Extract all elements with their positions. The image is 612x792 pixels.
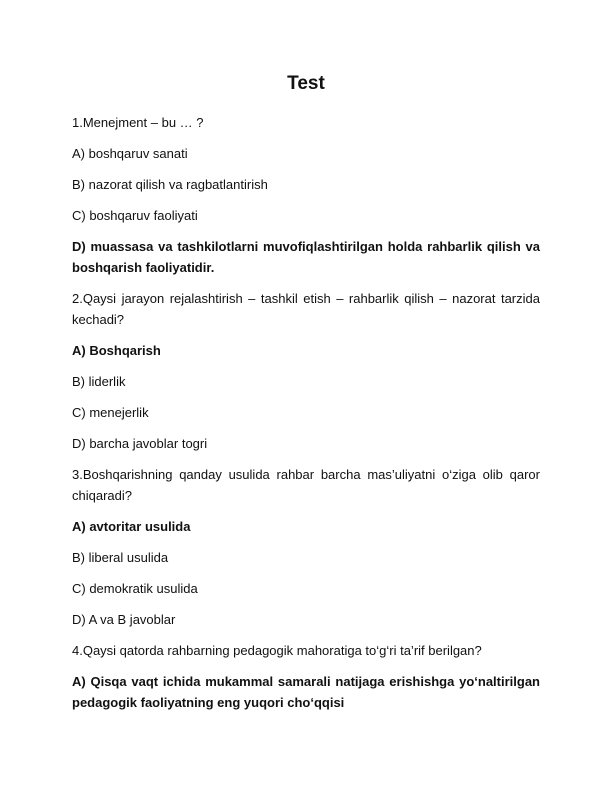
question-3: 3.Boshqarishning qanday usulida rahbar barcha mas’uliyatni o‘ziga olib qaror chiqaradi? (72, 467, 540, 503)
question-2-option-a-correct: A) Boshqarish (72, 343, 161, 358)
document-page (72, 72, 540, 723)
question-2-option-d: D) barcha javoblar togri (72, 436, 208, 451)
question-3-option-d: D) A va B javoblar (72, 612, 176, 627)
question-1-option-b: B) nazorat qilish va ragbatlantirish (72, 177, 268, 192)
question-1-option-a: A) boshqaruv sanati (72, 146, 188, 161)
question-2-option-b: B) liderlik (72, 374, 126, 389)
question-1-option-d-correct: D) muassasa va tashkilotlarni muvofiqlashtirilgan holda rahbarlik qilish va boshqarish faoliyatidir. (72, 239, 540, 275)
question-1: 1.Menejment – bu … ? (72, 115, 204, 130)
question-1-option-c: C) boshqaruv faoliyati (72, 208, 198, 223)
question-2: 2.Qaysi jarayon rejalashtirish – tashkil etish – rahbarlik qilish – nazorat tarzida kechadi? (72, 291, 540, 327)
question-3-option-c: C) demokratik usulida (72, 581, 198, 596)
question-4: 4.Qaysi qatorda rahbarning pedagogik mahoratiga to‘g‘ri ta’rif berilgan? (72, 643, 482, 658)
question-4-option-a-correct: A) Qisqa vaqt ichida mukammal samarali natijaga erishishga yo‘naltirilgan pedagogik faoliyatning eng yuqori cho‘qqisi (72, 674, 540, 710)
question-2-option-c: C) menejerlik (72, 405, 149, 420)
question-3-option-a-correct: A) avtoritar usulida (72, 519, 191, 534)
document-title: Test (287, 73, 325, 94)
question-3-option-b: B) liberal usulida (72, 550, 169, 565)
